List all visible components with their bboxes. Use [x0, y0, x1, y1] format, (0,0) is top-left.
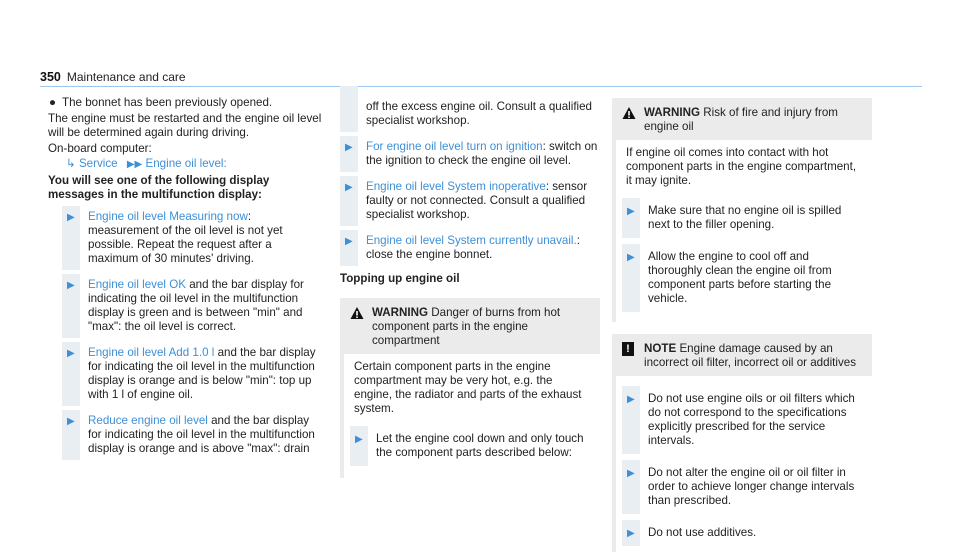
warning-label: WARNING: [372, 306, 429, 319]
action-item: ▶ Make sure that no engine oil is spilled next to the filler opening.: [616, 204, 864, 232]
warning-triangle-icon: [350, 306, 364, 320]
menu-path: [62, 157, 324, 172]
message-link: For engine oil level turn on ignition: [366, 140, 543, 153]
list-item: ▶ Engine oil level Add 1.0 l and the bar display for indicating the oil level in the multifunction display is orange and is below "min": top up with 1 l of engine oil.: [62, 346, 324, 402]
warning-body: Certain component parts in the engine compartment may be very hot, e.g. the engine, the radiator and parts of the exhaust system. ▶ Let the engine cool down and only touch the component parts described below:: [340, 354, 600, 478]
column-3: [612, 98, 872, 552]
list-item: ▶ For engine oil level turn on ignition: switch on the ignition to check the engine oil level.: [340, 140, 600, 168]
arrow-right-icon: ▶: [345, 182, 353, 193]
page-number: 350: [40, 70, 61, 84]
note-exclamation-icon: !: [622, 342, 634, 356]
page-header: [40, 70, 186, 85]
arrow-right-icon: ▶: [67, 348, 75, 359]
column-1: [48, 96, 324, 456]
path-arrow-icon: ↳: [66, 157, 76, 170]
message-link: Engine oil level OK: [88, 278, 186, 291]
message-link: Engine oil level Add 1.0 l: [88, 346, 215, 359]
list-item: ▶ Reduce engine oil level and the bar display for indicating the oil level in the multifunction display is orange and is above "max": drain: [62, 414, 324, 456]
section-title: Maintenance and care: [66, 70, 186, 84]
bullet-icon: ●: [49, 96, 57, 109]
arrow-right-icon: ▶: [627, 528, 635, 539]
warning-header: WARNING Risk of fire and injury from engine oil: [612, 98, 872, 140]
arrow-right-icon: ▶: [345, 142, 353, 153]
section-heading: Topping up engine oil: [340, 272, 460, 285]
action-item: ▶ Let the engine cool down and only touch the component parts described below:: [344, 432, 592, 460]
arrow-right-icon: ▶: [67, 280, 75, 291]
arrow-right-icon: ▶: [355, 434, 363, 445]
note-box: [612, 334, 872, 552]
action-item: ▶ Allow the engine to cool off and thoroughly clean the engine oil from component parts before starting the vehicle.: [616, 250, 864, 306]
warning-header: WARNING Danger of burns from hot component parts in the engine compartment: [340, 298, 600, 354]
list-item-continued: off the excess engine oil. Consult a qualified specialist workshop.: [340, 92, 600, 128]
warning-body: If engine oil comes into contact with hot component parts in the engine compartment, it may ignite. ▶ Make sure that no engine oil is spilled next to the filler opening. ▶ Allow the engine to cool off and thoroughly clean the engine oil from component parts before starting the vehicle.: [612, 140, 872, 322]
obc-label: On-board computer:: [48, 142, 152, 155]
warning-box: [340, 298, 600, 478]
list-item: ▶ Engine oil level OK and the bar display for indicating the oil level in the multifunction display is green and is between "min" and "max": the oil level is correct.: [62, 278, 324, 334]
arrow-right-icon: ▶: [627, 206, 635, 217]
arrow-right-icon: ▶: [627, 468, 635, 479]
arrow-right-icon: ▶: [627, 394, 635, 405]
note-header: ! NOTE Engine damage caused by an incorrect oil filter, incorrect oil or additives: [612, 334, 872, 376]
action-item: ▶ Do not use additives.: [616, 526, 864, 540]
arrow-right-icon: ▶: [627, 252, 635, 263]
list-item: ▶ Engine oil level Measuring now: measurement of the oil level is not yet possible. Repeat the request after a maximum of 30 minutes' driving.: [62, 210, 324, 266]
list-item: ▶ Engine oil level System inoperative: sensor faulty or not connected. Consult a qualified specialist workshop.: [340, 180, 600, 222]
warning-box: [612, 98, 872, 322]
message-link: Engine oil level Measuring now: [88, 210, 248, 223]
arrow-right-icon: ▶▶: [126, 159, 143, 170]
action-item: ▶ Do not alter the engine oil or oil filter in order to achieve longer change intervals than prescribed.: [616, 466, 864, 508]
action-item: ▶ Do not use engine oils or oil filters which do not correspond to the specifications explicitly prescribed for the service intervals.: [616, 392, 864, 448]
message-link: Engine oil level System inoperative: [366, 180, 546, 193]
note-label: NOTE: [644, 342, 677, 355]
paragraph: The engine must be restarted and the engine oil level will be determined again during driving.: [48, 112, 322, 139]
list-item: ▶ Engine oil level System currently unavail.: close the engine bonnet.: [340, 234, 600, 262]
warning-label: WARNING: [644, 106, 701, 119]
note-body: [612, 376, 872, 552]
message-link: Engine oil level System currently unavail.: [366, 234, 577, 247]
header-rule: [40, 86, 922, 87]
section-heading: You will see one of the following display messages in the multifunction display:: [48, 174, 270, 201]
warning-triangle-icon: [622, 106, 636, 120]
column-2: [340, 92, 600, 478]
message-link: Reduce engine oil level: [88, 414, 208, 427]
bullet-item: ● The bonnet has been previously opened.: [49, 96, 273, 109]
path-engine-oil-level: Engine oil level:: [145, 157, 227, 170]
arrow-right-icon: ▶: [67, 212, 75, 223]
path-service: Service: [78, 157, 118, 170]
arrow-right-icon: ▶: [345, 236, 353, 247]
arrow-right-icon: ▶: [67, 416, 75, 427]
